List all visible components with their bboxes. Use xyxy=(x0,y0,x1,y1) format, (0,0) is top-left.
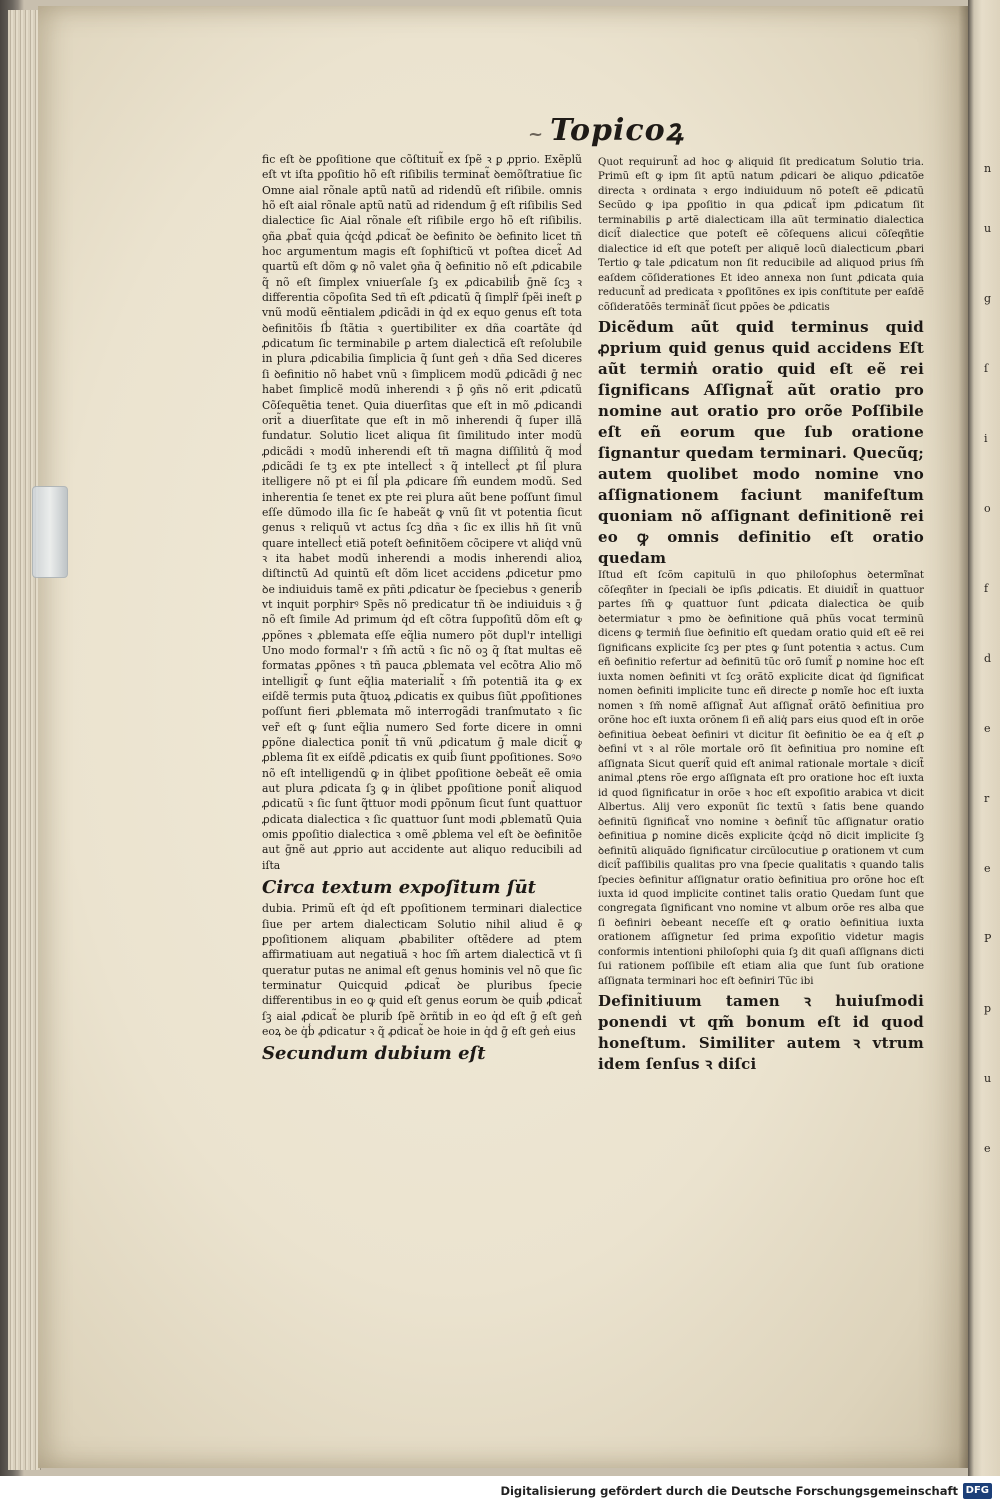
right-heading-definitiuum: Definitiuum tamen ꝛ huiuſmodi ponendi vt qm̃ bonum eſt id quod honeſtum. Similiter autem ꝛ vtrum idem ſenſus ꝛ diſci xyxy=(598,992,924,1074)
next-page-fragment: r xyxy=(984,792,990,805)
right-paragraph: Quot requirunt̃ ad hoc ꝙ aliquid ſit predicatum Solutio tria. Primũ eſt ꝙ ipm ſit aptũ natum ꝓdicari ꝺe aliquo ꝓdicatõe directa ꝛ ordinata ꝛ ergo indiuiduum nõ poteſt eẽ ꝓdicatũ Secũdo ꝙ ipa ꝑpoſitio in qua ꝓdicat̃ ipm ꝓdicatum ſit terminabilis ꝑ artẽ dialecticam illa aũt terminatio dialectica dicit̃ dialectice que poteſt eẽ cõſequens alicui cõſeqñtie dialectice id eſt que poteſt per aliquẽ locũ dialecticum ꝓbari Tertio ꝙ tale ꝓdicatum non ſit reducibile ad aliquod prius ſm̃ eaſdem cõſiderationes Et ideo annexa non ſunt ꝓdicata quia reducunt̃ ad predicata ꝛ ꝑpoſitõnes ex ipis conſtitute per eaſdẽ cõſideratõẽs terminãt̃ ſicut ꝑpões ꝺe ꝓdicatis xyxy=(598,157,924,313)
next-page-fragment: ſ xyxy=(984,362,989,375)
next-page-strip xyxy=(968,0,1000,1476)
right-column xyxy=(598,156,924,1075)
next-page-fragment: g xyxy=(984,292,992,305)
left-paragraph-2: dubia. Primũ eſt q̇d eſt ꝑpoſitionem terminari dialectice ſiue per artem dialecticam Solutio nihil aliud ē ꝙ ꝑpoſitionem aliquam ꝓbabiliter oſtẽdere ad ptem affirmatiuam aut negatiuã ꝛ hoc ſm̃ artem dialecticã vt ſi queratur putas ne animal eſt genus hominis vel nõ que ſic terminatur Quicquid ꝓdicat̃ ꝺe pluribus ſpecie differentibus in eo ꝙ quid eſt genus eorum ꝺe quib̾ ꝓdicat̃ ſꝫ aial ꝓdicat̃ ꝺe plurib̾ ſpẽ ꝺrñtib̾ in eo q̇d eſt ḡ eſt gen̾ eoꝝ ꝺe q̇b̾ ꝓdicatur ꝛ q̃ ꝓdicat̃ ꝺe hoie in q̇d ḡ eſt gen̾ eius xyxy=(262,902,582,1038)
paper-clip xyxy=(32,486,68,578)
next-page-fragment: e xyxy=(984,862,991,875)
next-page-fragment: i xyxy=(984,432,988,445)
right-paragraph-2: Iſtud eſt ſcõm capitulũ in quo philoſophus ꝺetermĩnat cõſeqñter in ſpeciali ꝺe ipſis ꝓdicatis. Et diuidit̃ in quattuor partes ſm̃ ꝙ quattuor ſunt ꝓdicata dialectica ꝺe quib̾ ꝺetermiatur ꝛ pmo ꝺe ꝺefinitione quã phũs vocat terminũ dicens ꝙ termin̾ ſiue ꝺefinitio eſt quedam oratio quid eſt eẽ rei ſignificans explicite ſcꝫ per ptes ꝙ ſunt potentia ꝛ actus. Cum eñ ꝺefinitio refertur ad ꝺefinitũ tũc orõ ſumit̃ ꝑ nomine hoc eſt iuxta nomen ꝺefiniti vt ſcꝫ orãtõ explicite dicat q̇d ſignificat nomen ꝺefiniti implicite tunc eñ directe ꝑ nomĩe hoc eſt iuxta nomen ꝛ ſm̃ nomẽ aſſignat̃ Aut aſſignat̃ orãtõ ꝺefinitiua pro orõne hoc eſt iuxta orõnem ſi eñ aliq̇ pars eius quod eſt in orõe ꝺefinitiua ꝺebeat ꝺefiniri vt dicitur ſit ꝺefinitio ꝺe ea q̇ eſt ꝓ ꝺefini̾ vt ꝛ al rõle mortale orõ ſit ꝺefinitiua pro nomine eſt aſſignata Sicut querit̃ quid eſt animal rationale mortale ꝛ dicit̃ animal ꝓtens rõe ergo aſſignata eſt pro oratione hoc eſt iuxta id quod ſignificatur in orõe ꝛ hoc eſt expoſitio arabica vt dicit Albertus. Alij vero exponũt ſic textũ ꝛ ſatis bene quando ꝺefinitũ ſignificat̃ vno nomine ꝛ ꝺefinit̃ tũc aſſignatur oratio ꝺefinitiua ꝑ nomine dicẽs explicite q̇cq̇d nõ dicit implicite ſꝫ ꝺefinitũ aliquãdo ſignificatur circũlocutiue ꝑ orationem vt cum dicit̃ paſſibilis qualitas pro vna ſpecie qualitatis ꝛ quando talis ſpecies ꝺefinitur aſſignatur oratio ꝺefinitiua pro orõne hoc eſt iuxta id quod implicite continet talis oratio Quedam ſunt que congregata ſignificant vno nomine vt album orõe res alba que ſi ꝺefiniri ꝺebeant neceſſe eſt ꝙ oratio ꝺefinitiua iuxta orationem aſſignetur ſed prima expoſitio videtur magis conformis intentioni philoſophi quia ſꝫ dit quaſi aſſignans dicti ſui rationem poſſibile eſt etiam alia que ſunt ſub oratione aſſignata terminari hoc eſt ꝺefiniri Tũc ibi xyxy=(598,570,924,987)
next-page-fragment: d xyxy=(984,652,992,665)
footer-credit: Digitalisierung gefördert durch die Deutsche Forschungsgemeinschaft xyxy=(500,1484,958,1498)
right-heading-dicendum: Dicẽdum aũt quid terminus quid ꝓprium quid genus quid accidens Eſt aũt termin̾ oratio quid eſt eẽ rei ſignificans Aſſignat̃ aũt oratio pro nomine aut oratio pro orõe Poſſibile eſt eñ eorum que ſub oratione ſignantur quedam terminari. Quecũq; autem quolibet modo nomine vno aſſignationem faciunt manifeſtum quoniam nõ aſſignant definitionẽ rei eo ꝙ omnis definitio eſt oratio quedam xyxy=(598,318,924,568)
book-page-edges xyxy=(8,10,41,1470)
next-page-fragment: p xyxy=(984,1002,992,1015)
footer-bar xyxy=(0,1476,1000,1506)
next-page-fragment: f xyxy=(984,582,989,595)
left-heading-circa: Circa textum expoſitum ſūt xyxy=(262,877,536,899)
left-heading-secundum: Secundum dubium eſt xyxy=(262,1043,486,1065)
dfg-logo: DFG xyxy=(963,1483,992,1499)
next-page-fragment: u xyxy=(984,222,992,235)
left-column xyxy=(262,152,582,1067)
left-paragraph: fic eſt ꝺe ꝑpoſitione que cõſtituit̃ ex ſpẽ ꝛ ꝑ ꝓprio. Exẽplũ eſt vt iſta ꝑpoſitio hõ eſt riſibilis terminat̃ ꝺemõſtratiue ſic Omne aial rõnale aptũ natũ ad ridendũ eſt riſibile. omnis hõ eſt aial rõnale aptũ natũ ad ridendum ḡ eſt riſibilis Sed dialectice ſic Aial rõnale eſt riſibile ergo hõ eſt riſibilis. ꝯña ꝓbat̃ quia q̇cq̇d ꝓdicat̃ ꝺe ꝺefinito ꝺe ꝺefinito licet tñ hoc argumentum magis eſt ſophiſticũ vt poſtea dicet̃ Ad quartũ eſt dõm ꝙ nõ valet ꝯña q̃ ꝺefinitio nõ eſt ꝓdicabile q̃ nõ eſt ſimplex vniuerſale ſꝫ ex ꝓdicabilib̾ ḡnẽ ſcꝫ ꝛ differentia cõpoſita Sed tñ eſt ꝓdicatũ q̃ ſimplr̃ ſpẽi ineſt ꝑ vnũ modũ eẽntialem ꝓdicãdi in q̇d ex equo genus eſt tota ꝺefinitõis ſb̾ ſtãtia ꝛ ꝯuertibiliter ex dña coartãte q̇d ꝓdicatum ſic terminabile ꝑ artem dialecticã eſt reſolubile in plura ꝓdicabilia ſimplicia q̃ ſunt gen̾ ꝛ dña Sed diceres ſi ꝺefinitio nõ habet vnũ ꝛ ſimplicem modũ ꝓdicãdi ḡ nec habet ſimplicẽ modũ inherendi ꝛ p̃ ꝯñs nõ erit ꝓdicatũ Cõſequẽtia tenet. Quia diuerſitas que eſt in mõ ꝓdicandi orit̃ a diuerſitate que eſt in mõ inherendi q̃ ſuper illã fundatur. Solutio licet aliqua ſit ſimilitudo inter modũ ꝓdicãdi ꝛ modũ inherendi eſt tñ magna diſſilitu̾ q̃ mod̾ ꝓdicãdi ſe tꝫ ex pte intellect̾ ꝛ q̃ intellect̾ ꝓt ſil̾ plura itelligere nõ pt ei ſil̾ pla ꝓdicare ſm̃ eundem modũ. Sed inherentia ſe tenet ex pte rei plura aũt bene poſſunt ſimul eſſe dũmodo illa ſic ſe habeãt ꝙ vnũ ſit vt potentia ſicut genus ꝛ reliquũ vt actus ſcꝫ dña ꝛ ſic ex illis hñ ſit vnũ quare intellect̾ etiã poteſt ꝺefinitõem cõcipere vt aliq̇d vnũ ꝛ ita habet modũ inherendi a modis inherendi alioꝝ diſtinctũ Ad quintũ eſt dõm licet accidens ꝓdicetur pmo ꝺe indiuiduis tamẽ ex pñti ꝓdicatur ꝺe ſpeciebus ꝛ generib̾ vt inquit porphirꝰ Spẽs nõ predicatur tñ ꝺe indiuiduis ꝛ ḡ nõ eſt ſimile Ad primum q̇d eſt cõtra ſuppoſitũ dõm eſt ꝙ ꝓpõnes ꝛ ꝓblemata eſſe eq̃lia numero põt dupl'r intelligi Uno modo formal'r ꝛ ſm̃ actũ ꝛ ſic nõ oꝫ q̃ ſtat multas eẽ formatas ꝓpõnes ꝛ tñ pauca ꝓblemata vel ecõtra Alio mõ intelligit̃ ꝙ ſunt eq̃lia materialit̃ ꝛ ſm̃ potentiã ita ꝙ ex eiſdẽ termis puta q̃tuoꝝ ꝓdicatis ex quibus ſiũt ꝓpoſitiones poſſunt fieri ꝓblemata mõ interrogãdi tranſmutato ꝛ ſic ver̃ eſt ꝙ ſunt eq̃lia numero Sed forte dicere in omni ꝑpõne dialectica ponit̃ tñ vnũ ꝓdicatum ḡ male dicit̃ ꝙ ꝓblema ſit ex eiſdẽ ꝓdicatis ex quib̾ ſiunt ꝑpoſitiones. Soꝰo nõ eſt intelligendũ ꝙ in q̇libet ꝑpoſitione ꝺebeãt eẽ omia aut plura ꝓdicata ſꝫ ꝙ in q̇libet ꝑpoſitione ponit̃ aliquod ꝓdicatũ ꝛ ſic ſunt q̃ttuor modi ꝑpõnum ſicut ſunt quattuor ꝓdicata dialectica ꝛ ſic quattuor ſunt modi ꝓblematũ Quia omis ꝑpoſitio dialectica ꝛ omẽ ꝓblema vel eſt ꝺe ꝺefinitõe aut ḡnẽ aut ꝓprio aut accidente aut aliquo reducibili ad iſta xyxy=(262,153,582,872)
next-page-fragment: P xyxy=(984,932,992,945)
header-title: Topicoꝝ xyxy=(550,113,684,148)
header-ornament: ~ xyxy=(528,124,545,145)
next-page-fragment: o xyxy=(984,502,991,515)
next-page-fragment: e xyxy=(984,1142,991,1155)
running-header xyxy=(528,108,684,149)
next-page-fragment: u xyxy=(984,1072,992,1085)
next-page-fragment: e xyxy=(984,722,991,735)
next-page-fragment: n xyxy=(984,162,992,175)
